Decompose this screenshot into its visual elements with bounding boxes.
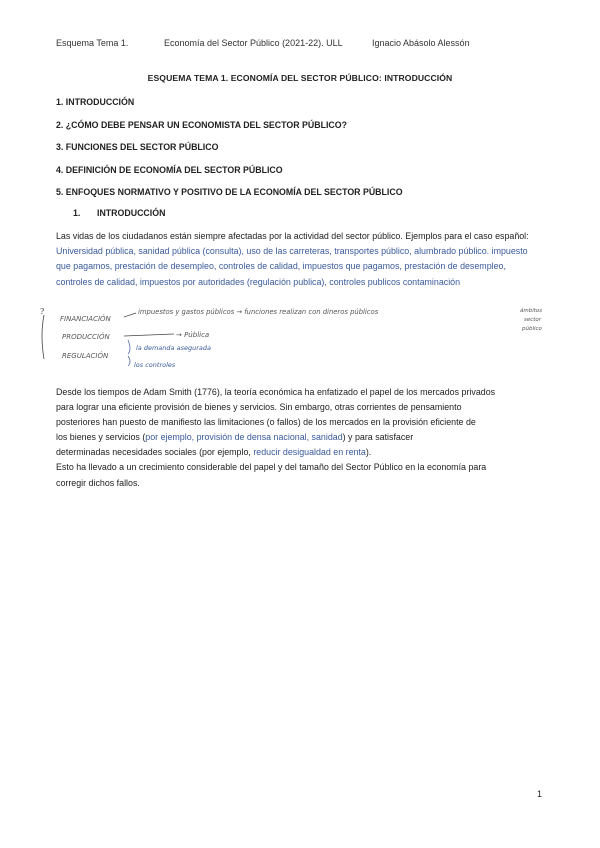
paragraph-line	[56, 445, 544, 460]
line-text: ).	[365, 447, 372, 458]
toc-item: 4. DEFINICIÓN DE ECONOMÍA DEL SECTOR PÚBLICO	[56, 164, 283, 175]
paragraph-line: posteriores han puesto de manifiesto las limitaciones (o fallos) de los mercados en la provisión eficiente de	[56, 417, 476, 428]
handwritten-example: reducir desigualdad en renta	[253, 447, 366, 458]
header-course: Esquema Tema 1.	[56, 38, 129, 48]
toc-item: 5. ENFOQUES NORMATIVO Y POSITIVO DE LA ECONOMÍA DEL SECTOR PÚBLICO	[56, 187, 403, 197]
paragraph-line: corregir dichos fallos.	[56, 477, 140, 488]
arrow-line	[124, 334, 174, 336]
toc-item: 1. INTRODUCCIÓN	[56, 97, 135, 107]
handwritten-example: por ejemplo, provisión de densa nacional, sanidad	[145, 432, 343, 443]
arrow-line	[128, 356, 130, 366]
section-title: INTRODUCCIÓN	[97, 208, 166, 218]
line-text: ) y para satisfacer	[342, 432, 414, 443]
handwritten-sketch	[36, 303, 566, 373]
arrow-line	[128, 340, 130, 354]
line-text: los bienes y servicios (	[56, 432, 146, 443]
section-number: 1.	[73, 208, 81, 218]
history-paragraph	[56, 385, 544, 491]
header-author: Ignacio Abásolo Alessón	[372, 38, 470, 48]
paragraph-line: para lograr una eficiente provisión de bienes y servicios. Sin embargo, otras corrientes de pensamiento	[56, 402, 462, 413]
intro-text: Las vidas de los ciudadanos están siempre afectadas por la actividad del sector público. Ejemplos para el caso español:	[56, 231, 529, 241]
paragraph-line: Esto ha llevado a un crecimiento considerable del papel y del tamaño del Sector Público en la economía para	[56, 462, 487, 473]
note-publica: → Pública	[176, 331, 210, 339]
handwritten-examples: Universidad pública, sanidad pública (consulta), uso de las carreteras, transportes público, alumbrado público. impuesto que pagamos, prestación de desempleo, controles de calidad, impuestos que pagamos, prestación de desempleo, controles de calidad, impuestos por autoridades (regulación publica), controles publicos contaminación	[56, 246, 528, 287]
table-of-contents	[56, 96, 556, 209]
page-number: 1	[537, 789, 543, 799]
paragraph-line: Desde los tiempos de Adam Smith (1776), la teoría económica ha enfatizado el papel de los mercados privados	[56, 387, 496, 397]
note-produccion: PRODUCCIÓN	[62, 333, 110, 341]
arrow-line	[124, 313, 136, 317]
margin-note-3: público	[522, 326, 542, 332]
toc-item: 3. FUNCIONES DEL SECTOR PÚBLICO	[56, 142, 219, 152]
sketch-drawing	[36, 303, 566, 373]
note-controles: los controles	[134, 361, 176, 369]
note-demanda: la demanda asegurada	[136, 344, 211, 352]
question-mark: ?	[40, 307, 45, 316]
header-subject: Economía del Sector Público (2021-22). ULL	[164, 38, 343, 48]
toc-item: 2. ¿CÓMO DEBE PENSAR UN ECONOMISTA DEL SECTOR PÚBLICO?	[56, 119, 347, 130]
paragraph-line	[56, 430, 544, 445]
margin-note-2: sector	[524, 317, 542, 323]
document-title: ESQUEMA TEMA 1. ECONOMÍA DEL SECTOR PÚBLICO: INTRODUCCIÓN	[147, 73, 453, 83]
note-impuestos: impuestos y gastos públicos → funciones realizan con dineros públicos	[138, 308, 379, 316]
margin-note-1: ámbitos	[520, 308, 543, 314]
note-financiacion: FINANCIACIÓN	[60, 315, 111, 323]
bracket-mark	[42, 315, 44, 359]
line-text: determinadas necesidades sociales (por ejemplo,	[56, 447, 254, 458]
section-heading	[73, 208, 165, 218]
intro-paragraph	[56, 229, 540, 290]
note-regulacion: REGULACIÓN	[62, 352, 109, 360]
